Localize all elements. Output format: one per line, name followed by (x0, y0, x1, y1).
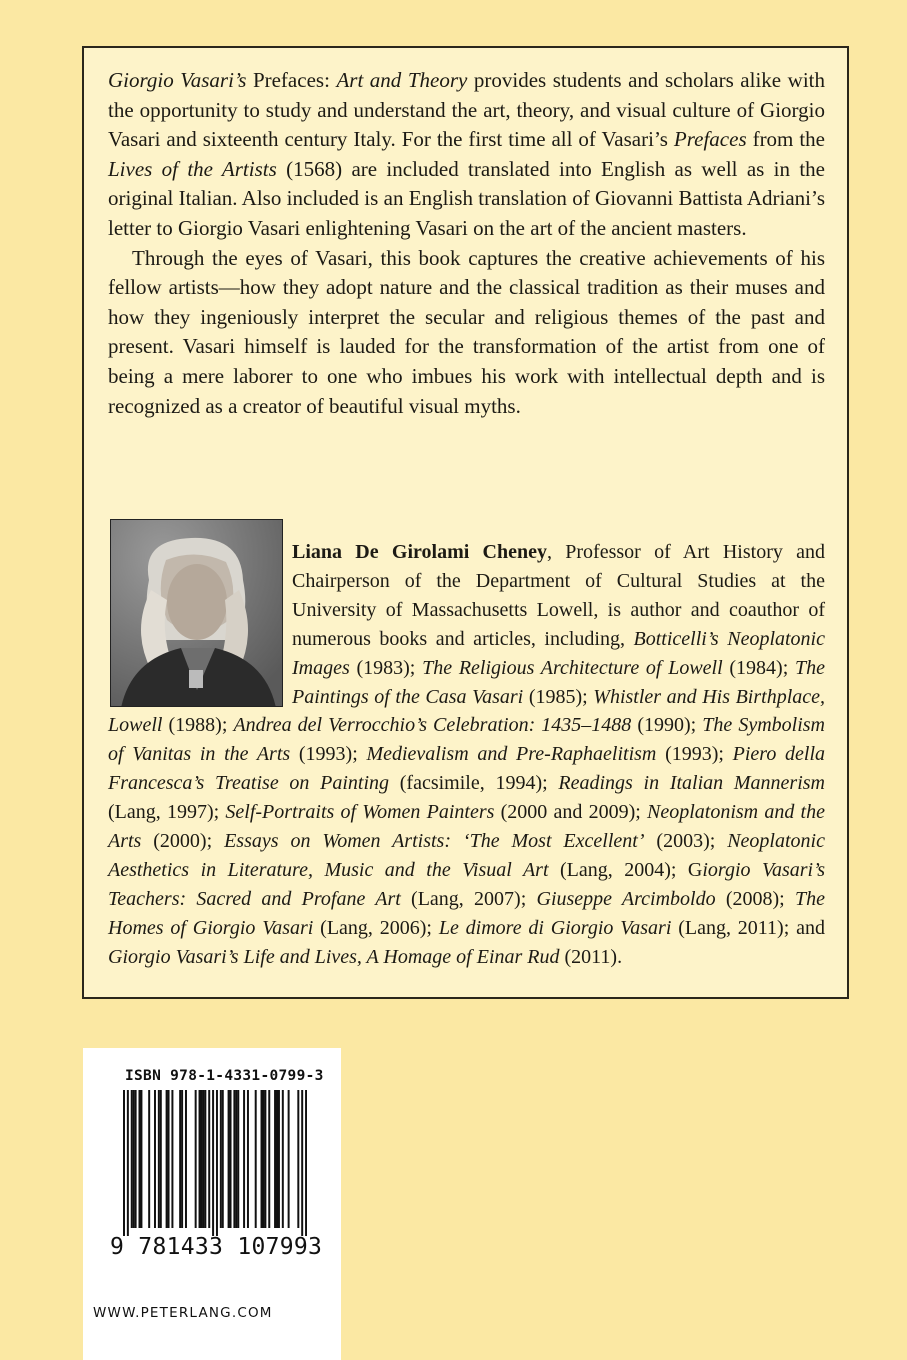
description-paragraph-2: Through the eyes of Vasari, this book captures the creative achievements of his fellow artists—how they adopt nature and the classical tradition as their muses and how they ingeniously interpret the secular and religious themes of the past and present. Vasari himself is lauded for the transformation of the artist from one of being a mere laborer to one who imbues his work with intellectual depth and is recognized as a creator of beautiful visual myths. (108, 245, 825, 418)
barcode-bar (212, 1090, 214, 1236)
bio-segment: Whistler and His Birthplace, Lowell (108, 685, 826, 737)
publisher-website: WWW.PETERLANG.COM (93, 1305, 273, 1321)
barcode-bar (200, 1090, 202, 1228)
description-segment: Giorgio Vasari’s (108, 68, 247, 92)
book-description (108, 66, 825, 421)
barcode-bar (216, 1090, 218, 1236)
description-segment: provides students and scholars alike with the opportunity to study and understand the art, theory, and visual culture of Giorgio Vasari and sixteenth century Italy. For the first time all of Vasari’s (108, 68, 825, 152)
description-segment: from the (746, 127, 825, 152)
barcode-bar (138, 1090, 140, 1228)
bio-segment: Readings in Italian Mannerism (558, 772, 825, 795)
description-segment: Lives of the Artists (108, 156, 277, 181)
barcode-bar (171, 1090, 173, 1228)
bio-segment: Andrea del Verrocchio’s Celebration: 1435–1488 (233, 714, 632, 737)
barcode-bar (230, 1090, 232, 1228)
bio-segment: Neoplatonic Aesthetics in Literature, Music and the Visual Art (108, 830, 825, 881)
author-biography (108, 538, 825, 972)
author-name: Liana De Girolami Cheney (292, 541, 547, 563)
barcode-digits: 9 781433 107993 (110, 1234, 323, 1260)
author-bio-paragraph (108, 538, 825, 972)
bio-segment: , Professor of Art History and Chairperson of the Department of Cultural Studies at the University of Massachusetts Lowell, is author and coauthor of numerous books and articles, including, (292, 541, 825, 650)
barcode-bar (305, 1090, 307, 1236)
barcode-bar (135, 1090, 137, 1228)
description-segment: Art and Theory (336, 68, 468, 92)
bio-segment: Le dimore di Giorgio Vasari (438, 916, 672, 939)
bio-segment: (1993); (290, 743, 367, 766)
barcode-bar (233, 1090, 235, 1228)
barcode-bar (235, 1090, 237, 1228)
bio-segment: The Paintings of the Casa Vasari (292, 656, 825, 708)
bio-segment: Medievalism and Pre-Raphaelitism (366, 743, 657, 766)
barcode-bar (228, 1090, 230, 1228)
bio-segment: (Lang, 2006); (313, 916, 439, 939)
bio-segment: Piero della Francesca’s Treatise on Painting (108, 743, 826, 795)
barcode-bar (202, 1090, 204, 1228)
bio-segment: The Symbolism of Vanitas in the Arts (108, 714, 825, 766)
bio-segment: (Lang, 2004); G (548, 858, 703, 881)
bio-segment: iorgio Vasari’s Teachers: Sacred and Profane Art (108, 858, 825, 910)
barcode-bar (282, 1090, 284, 1228)
description-segment: Prefaces: (246, 68, 337, 92)
barcode-bar (179, 1090, 181, 1228)
barcode-bar (262, 1090, 264, 1228)
description-segment: Prefaces (673, 127, 747, 152)
barcode-bar (264, 1090, 266, 1228)
bio-segment: (2003); (644, 830, 728, 853)
bio-segment: (facsimile, 1994); (389, 772, 559, 795)
bio-segment: (1985); (523, 685, 594, 708)
barcode-bar (158, 1090, 160, 1228)
barcode-bar (148, 1090, 150, 1228)
barcode-bar (168, 1090, 170, 1228)
isbn-barcode-block (83, 1048, 341, 1360)
bio-segment: Neoplatonism and the Arts (108, 801, 825, 853)
barcode-bar (204, 1090, 206, 1228)
barcode-bar (288, 1090, 290, 1228)
bio-segment: (Lang, 1997); (108, 801, 226, 824)
barcode-bar (278, 1090, 280, 1228)
bio-segment: The Religious Architecture of Lowell (422, 656, 723, 679)
bio-segment: (2000); (141, 830, 225, 853)
bio-segment: (1990); (631, 714, 703, 737)
barcode-bar (268, 1090, 270, 1228)
barcode-bar (181, 1090, 183, 1228)
barcode-bar (222, 1090, 224, 1228)
isbn-label: ISBN 978-1-4331-0799-3 (125, 1068, 324, 1084)
barcode-bar (195, 1090, 197, 1228)
bio-segment: (1984); (722, 656, 795, 679)
barcode-bar (247, 1090, 249, 1228)
barcode-bar (237, 1090, 239, 1228)
bio-segment: Botticelli’s Neoplatonic Images (292, 627, 825, 679)
bio-segment: (Lang, 2011); and (671, 916, 825, 939)
barcode-bars (123, 1090, 307, 1236)
bio-segment: Giorgio Vasari’s Life and Lives, A Homage of Einar Rud (108, 945, 560, 968)
bio-segment: Self-Portraits of Women Painters (225, 801, 495, 824)
bio-segment: (Lang, 2007); (400, 887, 537, 910)
barcode-bar (261, 1090, 263, 1228)
barcode-bar (140, 1090, 142, 1228)
description-segment: (1568) are included translated into English as well as in the original Italian. Also included is an English translation of Giovanni Battista Adriani’s letter to Giorgio Vasari enlightening Vasari on the art of the ancient masters. (108, 156, 825, 240)
barcode-bar (297, 1090, 299, 1228)
barcode-bar (208, 1090, 210, 1228)
barcode-bar (276, 1090, 278, 1228)
bio-segment: (1988); (162, 714, 234, 737)
bio-segment: (1993); (656, 743, 733, 766)
bio-segment: (2000 and 2009); (494, 801, 648, 824)
bio-segment: (1983); (349, 656, 423, 679)
barcode-bar (274, 1090, 276, 1228)
bio-segment: The Homes of Giorgio Vasari (108, 887, 825, 939)
barcode-bar (133, 1090, 135, 1228)
barcode-bar (185, 1090, 187, 1228)
bio-segment: Giuseppe Arcimboldo (536, 887, 716, 910)
bio-segment: Essays on Women Artists: ‘The Most Excellent’ (224, 830, 645, 853)
barcode-bar (127, 1090, 129, 1236)
back-cover-panel (82, 46, 849, 999)
barcode-bar (154, 1090, 156, 1228)
barcode-bar (131, 1090, 133, 1228)
barcode-bar (243, 1090, 245, 1228)
barcode-bar (166, 1090, 168, 1228)
barcode-bar (301, 1090, 303, 1236)
bio-segment: (2011). (559, 945, 623, 968)
bio-segment: (2008); (715, 887, 795, 910)
barcode-bar (199, 1090, 201, 1228)
barcode-bar (160, 1090, 162, 1228)
description-paragraph-1 (108, 66, 825, 244)
barcode-bar (123, 1090, 125, 1236)
barcode-bar (255, 1090, 257, 1228)
barcode-bar (220, 1090, 222, 1228)
